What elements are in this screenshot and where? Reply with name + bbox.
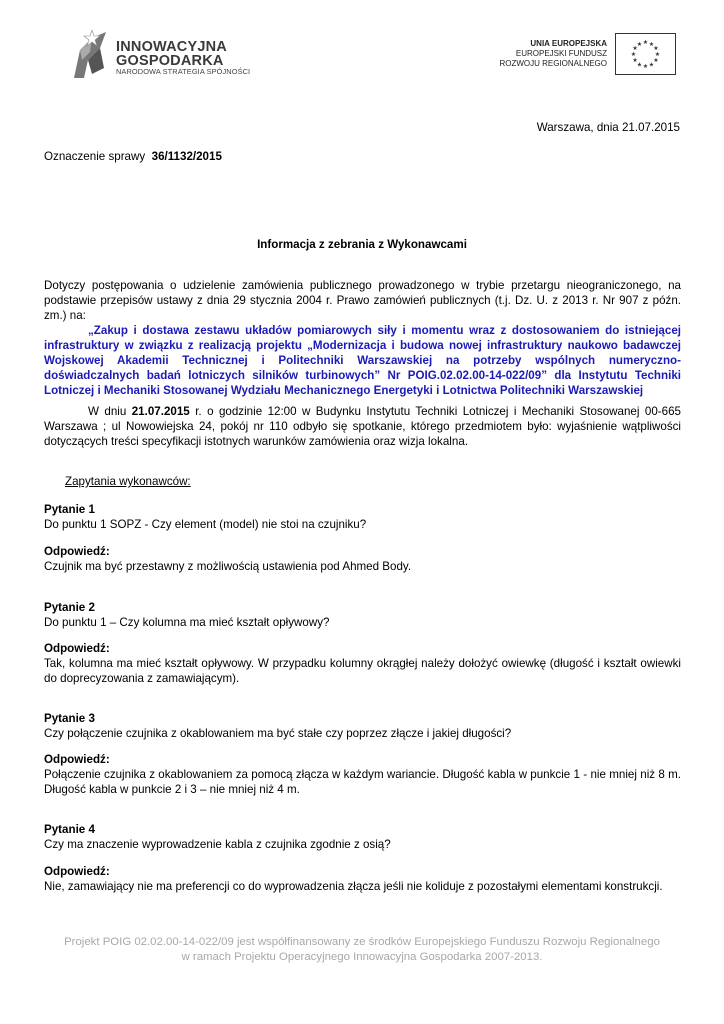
program-emblem-icon <box>70 30 112 80</box>
answer-block <box>44 544 681 574</box>
question-label: Pytanie 3 <box>44 712 95 725</box>
intro-text: Dotyczy postępowania o udzielenie zamówienia publicznego prowadzonego w trybie przetargu nieograniczonego, na podstawie przepisów ustawy z dnia 29 stycznia 2004 r. Prawo zamówień publicznych (t.j. Dz. U. z 2013 r. Nr 907 z późn. zm.) na: <box>44 279 681 322</box>
eu-star-icon: ★ <box>636 41 643 48</box>
program-logo-line2: GOSPODARKA <box>116 53 224 69</box>
question-label: Pytanie 2 <box>44 601 95 614</box>
eu-star-icon: ★ <box>630 52 637 59</box>
eu-logo-line1: UNIA EUROPEJSKA <box>530 39 607 48</box>
answer-label: Odpowiedź: <box>44 545 110 558</box>
answer-label: Odpowiedź: <box>44 865 110 878</box>
eu-flag-icon <box>615 33 676 75</box>
eu-logo-line3: ROZWOJU REGIONALNEGO <box>499 59 607 68</box>
question-text: Do punktu 1 – Czy kolumna ma mieć kształt opływowy? <box>44 616 330 629</box>
meeting-prefix: W dniu <box>88 405 127 418</box>
meeting-date: 21.07.2015 <box>131 405 190 418</box>
eu-logo-text <box>499 39 607 69</box>
place-date: Warszawa, dnia 21.07.2015 <box>536 121 680 134</box>
qa-item <box>44 600 681 630</box>
eu-star-icon: ★ <box>653 46 659 53</box>
eu-star-icon: ★ <box>642 40 649 47</box>
program-logo-tagline: NARODOWA STRATEGIA SPÓJNOŚCI <box>116 67 251 76</box>
answer-block <box>44 752 681 797</box>
procurement-subject: „Zakup i dostawa zestawu układów pomiarowych siły i momentu wraz z dostosowaniem do istniejącej infrastruktury w związku z realizacją projektu „Modernizacja i budowa nowej infrastruktury naukowo badawczej Wojskowej Akademii Technicznej i Politechniki Warszawskiej na potrzeby wspólnych numeryczno-doświadczalnych badań lotniczych silników turbinowych” Nr POIG.02.02.00-14-022/09” dla Instytutu Techniki Lotniczej i Mechaniki Stosowanej Wydziału Mechanicznego Energetyki i Lotnictwa Politechniki Warszawskiej <box>44 324 681 397</box>
eu-star-icon: ★ <box>642 64 649 71</box>
question-label: Pytanie 4 <box>44 823 95 836</box>
eu-star-icon: ★ <box>632 58 638 65</box>
program-logo-line1: INNOWACYJNA <box>116 39 227 55</box>
qa-item <box>44 822 681 852</box>
answer-label: Odpowiedź: <box>44 642 110 655</box>
eu-logo-line2: EUROPEJSKI FUNDUSZ <box>515 49 607 58</box>
eu-star-icon: ★ <box>648 41 655 48</box>
question-text: Czy połączenie czujnika z okablowaniem ma być stałe czy poprzez złącze i jakiej długości? <box>44 727 512 740</box>
answer-text: Czujnik ma być przestawny z możliwością ustawienia pod Ahmed Body. <box>44 560 412 573</box>
question-label: Pytanie 1 <box>44 503 95 516</box>
eu-star-icon: ★ <box>636 62 643 69</box>
answer-block <box>44 641 681 686</box>
answer-label: Odpowiedź: <box>44 753 110 766</box>
footer-line2: w ramach Projektu Operacyjnego Innowacyjna Gospodarka 2007-2013. <box>181 951 543 963</box>
meeting-paragraph <box>44 404 681 449</box>
footer <box>0 935 724 965</box>
meeting-text: r. o godzinie 12:00 w Budynku Instytutu Techniki Lotniczej i Mechaniki Stosowanej 00-665 Warszawa ; ul Nowowiejska 24, pokój nr 110 odbyło się spotkanie, którego przedmiotem było: wyjaśnienie wątpliwości dotyczących treści specyfikacji istotnych warunków zamówienia oraz wizja lokalna. <box>44 405 681 448</box>
answer-text: Tak, kolumna ma mieć kształt opływowy. W przypadku kolumny okrągłej należy dołożyć owiewkę (długość i kształt owiewki do doprecyzowania z zamawiającym). <box>44 657 681 685</box>
footer-line1: Projekt POIG 02.02.00-14-022/09 jest współfinansowany ze środków Europejskiego Funduszu Rozwoju Regionalnego <box>64 936 660 948</box>
qa-item <box>44 502 681 532</box>
eu-star-icon: ★ <box>654 52 661 59</box>
question-text: Czy ma znaczenie wyprowadzenie kabla z czujnika zgodnie z osią? <box>44 838 391 851</box>
answer-block <box>44 864 681 894</box>
document-title: Informacja z zebrania z Wykonawcami <box>257 238 467 251</box>
program-logo-title <box>116 40 227 68</box>
answer-text: Połączenie czujnika z okablowaniem za pomocą złącza w każdym wariancie. Długość kabla w punkcie 1 - nie mniej niż 8 m. Długość kabla w punkcie 2 i 3 – nie mniej niż 4 m. <box>44 768 681 796</box>
case-number: 36/1132/2015 <box>151 150 222 163</box>
intro-paragraph <box>44 278 681 398</box>
qa-item <box>44 711 681 741</box>
case-reference <box>44 149 222 164</box>
answer-text: Nie, zamawiający nie ma preferencji co do wyprowadzenia złącza jeśli nie koliduje z pozostałymi elementami konstrukcji. <box>44 880 663 893</box>
case-label: Oznaczenie sprawy <box>44 150 146 163</box>
eu-star-icon: ★ <box>648 62 655 69</box>
innowacyjna-gospodarka-logo <box>70 30 270 80</box>
question-text: Do punktu 1 SOPZ - Czy element (model) nie stoi na czujniku? <box>44 518 367 531</box>
questions-heading: Zapytania wykonawców: <box>65 475 191 488</box>
eu-star-icon: ★ <box>632 46 638 53</box>
eu-star-icon: ★ <box>653 58 659 65</box>
